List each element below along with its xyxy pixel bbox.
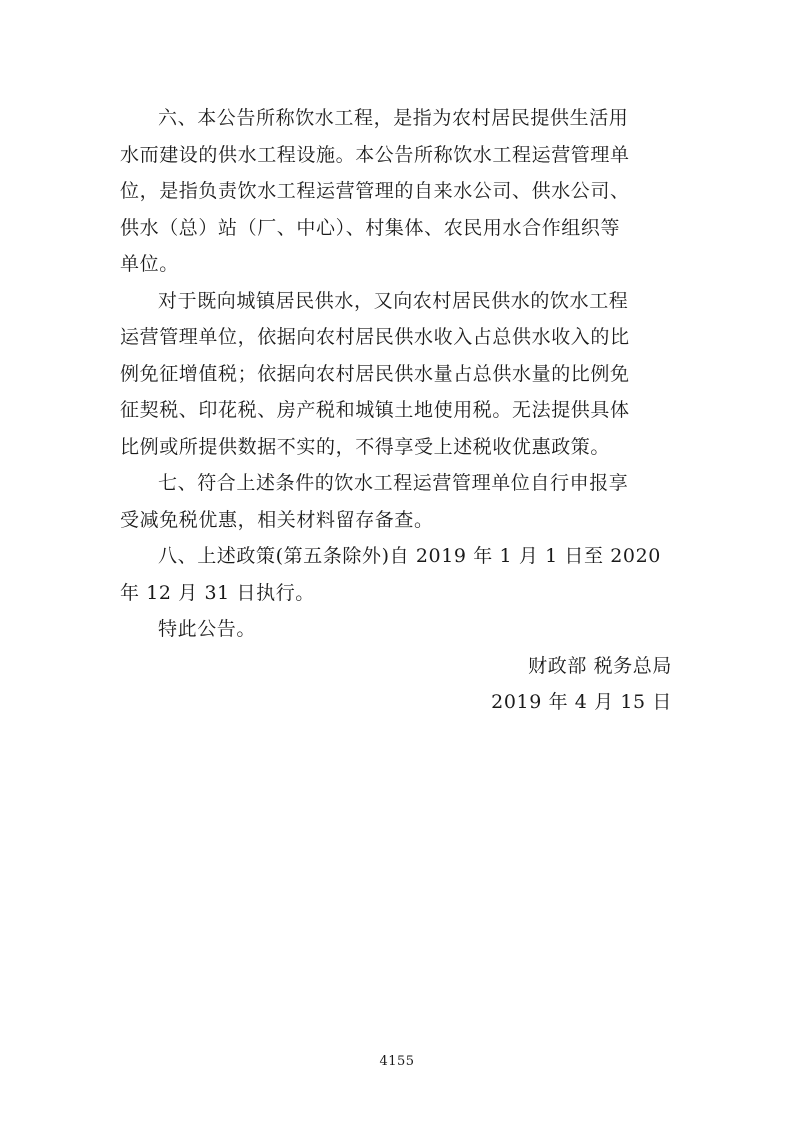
paragraph-6: 六、本公告所称饮水工程，是指为农村居民提供生活用 水而建设的供水工程设施。本公告所称饮水工程运营管理单 位，是指负责饮水工程运营管理的自来水公司、供水公司、 供水（总）站（厂、中心）、村集体、农民用水合作组织等 单位。	[120, 107, 630, 275]
issuer-signature: 财政部 税务总局	[528, 654, 672, 677]
paragraph-8: 八、上述政策(第五条除外)自 2019 年 1 月 1 日至 2020 年 12 月 31 日执行。	[120, 545, 661, 604]
paragraph-7: 七、符合上述条件的饮水工程运营管理单位自行申报享 受减免税优惠，相关材料留存备查。	[120, 472, 629, 531]
paragraph-6-supplement: 对于既向城镇居民供水，又向农村居民供水的饮水工程 运营管理单位，依据向农村居民供水收入占总供水收入的比 例免征增值税；依据向农村居民供水量占总供水量的比例免 征契税、印花税、房产税和城镇土地使用税。无法提供具体 比例或所提供数据不实的，不得享受上述税收优惠政策。	[120, 289, 630, 458]
page-number: 4155	[379, 1054, 415, 1069]
document-body	[120, 100, 676, 721]
closing-statement: 特此公告。	[158, 618, 257, 640]
issue-date: 2019 年 4 月 15 日	[491, 691, 672, 713]
